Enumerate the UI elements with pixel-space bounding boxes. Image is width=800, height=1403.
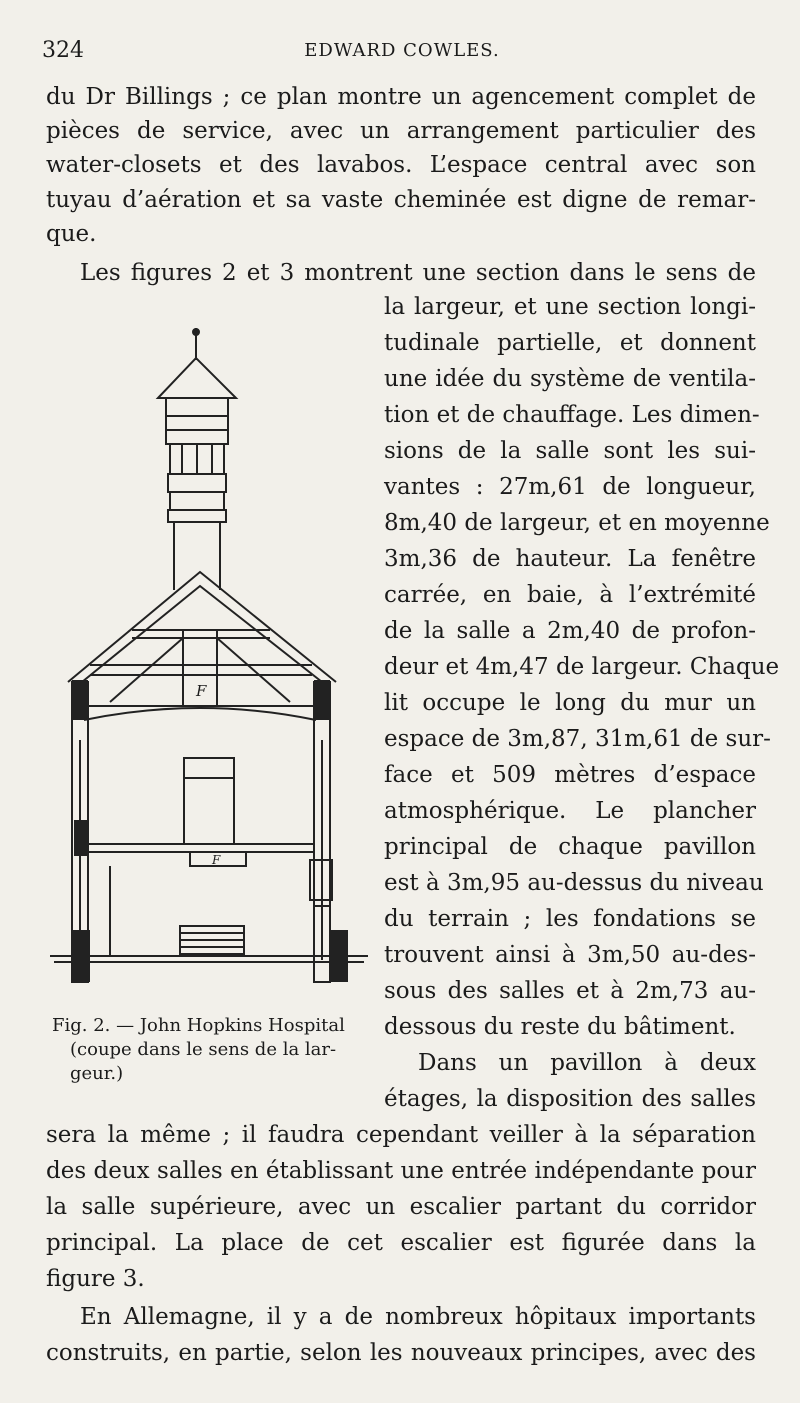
page-number: 324 bbox=[42, 38, 84, 63]
page-header bbox=[42, 38, 762, 68]
text-line: est à 3m,95 au-dessus du niveau bbox=[384, 870, 764, 896]
text-line: tion et de chauffage. Les dimen- bbox=[384, 402, 760, 428]
text-line: des deux salles en établissant une entrée indépendante pour bbox=[46, 1158, 756, 1184]
text-line: water-closets et des lavabos. L’espace central avec son bbox=[46, 152, 756, 178]
text-line: de la salle a 2m,40 de profon- bbox=[384, 618, 756, 644]
text-line: sions de la salle sont les sui- bbox=[384, 438, 756, 464]
text-line: sous des salles et à 2m,73 au- bbox=[384, 978, 756, 1004]
text-line: lit occupe le long du mur un bbox=[384, 690, 756, 716]
text-line: la largeur, et une section longi- bbox=[384, 294, 756, 320]
text-line: trouvent ainsi à 3m,50 au-des- bbox=[384, 942, 756, 968]
text-line: deur et 4m,47 de largeur. Chaque bbox=[384, 654, 780, 680]
text-line: En Allemagne, il y a de nombreux hôpitaux importants bbox=[80, 1304, 756, 1330]
text-line: espace de 3m,87, 31m,61 de sur- bbox=[384, 726, 771, 752]
text-line: pièces de service, avec un arrangement particulier des bbox=[46, 118, 756, 144]
caption-line: geur.) bbox=[70, 1063, 124, 1084]
text-line: vantes : 27m,61 de longueur, bbox=[384, 474, 756, 500]
text-line: carrée, en baie, à l’extrémité bbox=[384, 582, 756, 608]
text-line: Les figures 2 et 3 montrent une section dans le sens de bbox=[80, 260, 756, 286]
text-line: 3m,36 de hauteur. La fenêtre bbox=[384, 546, 756, 572]
text-line: principal. La place de cet escalier est figurée dans la bbox=[46, 1230, 756, 1256]
figure-caption bbox=[52, 1014, 370, 1086]
text-line: face et 509 mètres d’espace bbox=[384, 762, 756, 788]
text-line: étages, la disposition des salles bbox=[384, 1086, 756, 1112]
figure-label-upper: F bbox=[196, 682, 207, 700]
building-section-illustration bbox=[50, 320, 370, 1010]
text-line: Dans un pavillon à deux bbox=[418, 1050, 756, 1076]
figure-section-drawing bbox=[50, 320, 370, 1010]
text-line: du Dr Billings ; ce plan montre un agencement complet de bbox=[46, 84, 756, 110]
text-line: la salle supérieure, avec un escalier partant du corridor bbox=[46, 1194, 756, 1220]
text-line: du terrain ; les fondations se bbox=[384, 906, 756, 932]
figure-label-lower: F bbox=[212, 853, 221, 867]
text-line: principal de chaque pavillon bbox=[384, 834, 756, 860]
caption-line: (coupe dans le sens de la lar- bbox=[70, 1039, 337, 1060]
text-line: dessous du reste du bâtiment. bbox=[384, 1014, 736, 1040]
text-line: construits, en partie, selon les nouveaux principes, avec des bbox=[46, 1340, 756, 1366]
text-line: atmosphérique. Le plancher bbox=[384, 798, 756, 824]
text-line: 8m,40 de largeur, et en moyenne bbox=[384, 510, 770, 536]
text-line: figure 3. bbox=[46, 1266, 145, 1292]
text-line: sera la même ; il faudra cependant veiller à la séparation bbox=[46, 1122, 756, 1148]
text-line: que. bbox=[46, 221, 97, 247]
text-line: une idée du système de ventila- bbox=[384, 366, 756, 392]
running-title: EDWARD COWLES. bbox=[304, 40, 500, 61]
text-line: tudinale partielle, et donnent bbox=[384, 330, 756, 356]
caption-line: Fig. 2. — John Hopkins Hospital bbox=[52, 1015, 345, 1036]
text-line: tuyau d’aération et sa vaste cheminée est digne de remar- bbox=[46, 187, 756, 213]
